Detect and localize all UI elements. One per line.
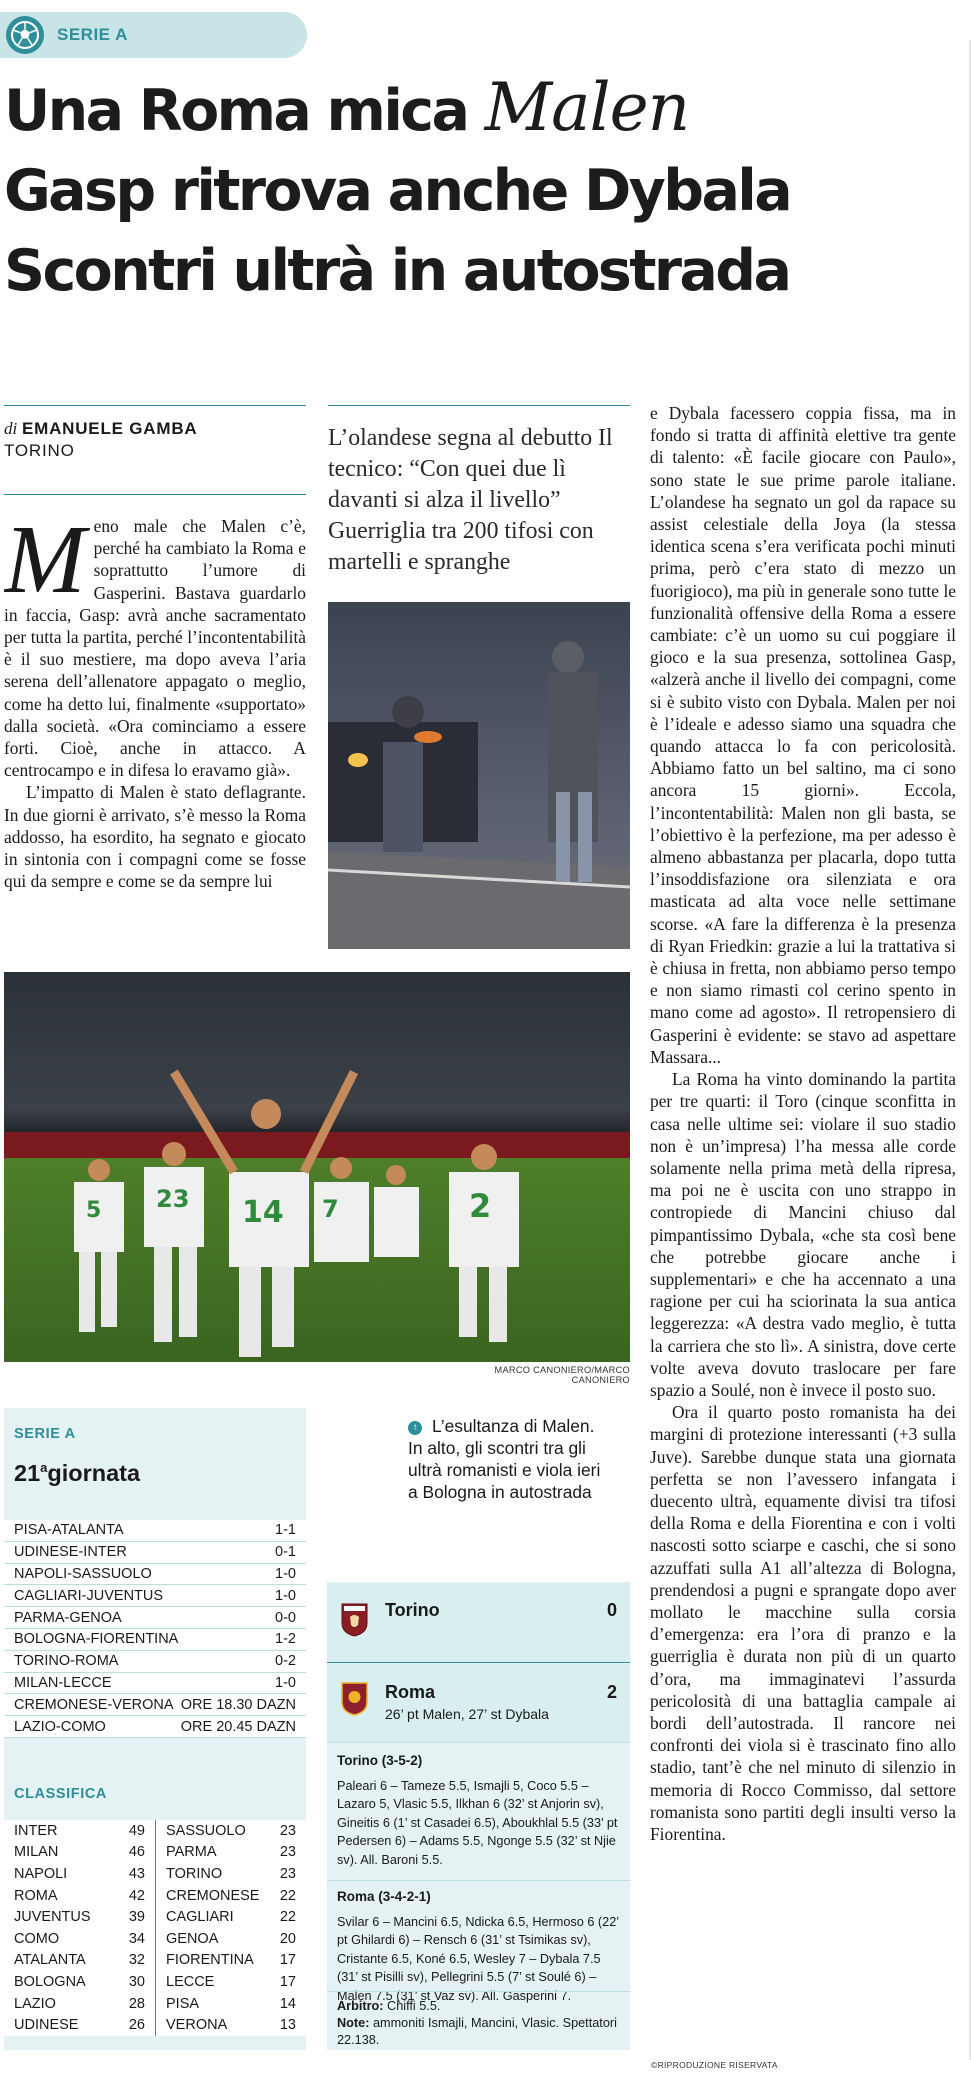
standing-team: ATALANTA bbox=[14, 1952, 86, 1969]
byline bbox=[4, 418, 198, 462]
svg-text:14: 14 bbox=[242, 1195, 284, 1230]
standing-points: 32 bbox=[128, 1952, 145, 1969]
article-paragraph: eno male che Malen c’è, perché ha cambiato la Roma e soprattutto l’umore di Gasperini. Bastava guardarlo in faccia, Gasp: avrà anche sacramentato per tutta la partita, perché l’incontentabilità è il suo mestiere, ma dopo aveva l’aria serena dell’allenatore appagato o meglio, come ha detto lui, finalmente «supportato» dalla società. «Ora cominciamo a essere forti. Cioè, anche in attacco. A centrocampo e in difesa lo eravamo già». bbox=[4, 516, 306, 781]
home-team-row bbox=[327, 1582, 630, 1662]
standing-row bbox=[156, 2014, 306, 2036]
classifica-column-right bbox=[155, 1820, 306, 2036]
standing-points: 42 bbox=[128, 1887, 145, 1904]
away-team-name: Roma bbox=[385, 1682, 436, 1702]
standing-team: COMO bbox=[14, 1930, 60, 1947]
standing-points: 49 bbox=[128, 1822, 145, 1839]
standing-points: 13 bbox=[279, 2017, 296, 2034]
headline-line-1-text: Una Roma mica bbox=[4, 78, 485, 144]
copyright: ©RIPRODUZIONE RISERVATA bbox=[651, 2060, 778, 2070]
article-paragraph: Ora il quarto posto romanista ha dei margini di protezione interessanti (+3 sulla Juve). Sarebbe dunque stata una giornata perfetta se non l’avessero infangata i duecento ultrà, equamente divisi tra tifosi della Roma e della Fiorentina e con i volti nascosti sotto sciarpe e caschi, che si sono azzuffati sulla A1 all’altezza di Bologna, prendendosi a pugni e sprangate dopo aver mollato le macchine sulla corsia d’emergenza: era l’ora di pranzo e la guerriglia è durata non più di un quarto d’ora, ma immaginatevi l’assurda pericolosità di una battaglia campale ai bordi dell’autostrada. Il rancore nei confronti dei viola si è trascinato fino allo stadio, tant’è che nel minuto di silenzio in memoria di Rocco Commisso, dal settore romanista sono partiti degli insulti verso la Fiorentina. bbox=[650, 1402, 956, 1844]
standing-row bbox=[156, 1906, 306, 1928]
standing-team: GENOA bbox=[166, 1930, 219, 1947]
standing-row bbox=[4, 1842, 155, 1864]
svg-text:2: 2 bbox=[469, 1187, 492, 1225]
result-match: NAPOLI-SASSUOLO bbox=[14, 1565, 152, 1582]
standing-points: 23 bbox=[279, 1844, 296, 1861]
standing-points: 23 bbox=[279, 1822, 296, 1839]
standing-team: LECCE bbox=[166, 1973, 215, 1990]
standing-points: 22 bbox=[279, 1887, 296, 1904]
standing-row bbox=[156, 1971, 306, 1993]
standing-team: NAPOLI bbox=[14, 1865, 68, 1882]
photo-players-celebrating bbox=[4, 972, 630, 1362]
headline-line-3: Scontri ultrà in autostrada bbox=[4, 238, 790, 304]
standing-team: UDINESE bbox=[14, 2017, 79, 2034]
result-score: 0-2 bbox=[275, 1653, 296, 1670]
result-match: CAGLIARI-JUVENTUS bbox=[14, 1587, 164, 1604]
standing-row bbox=[156, 1885, 306, 1907]
result-row bbox=[4, 1607, 306, 1629]
standing-team: ROMA bbox=[14, 1887, 58, 1904]
standing-row bbox=[4, 1993, 155, 2015]
section-label: SERIE A bbox=[57, 25, 128, 44]
result-match: MILAN-LECCE bbox=[14, 1674, 112, 1691]
away-lineup bbox=[337, 1888, 620, 2005]
standing-row bbox=[4, 1820, 155, 1842]
result-score: ORE 20.45 DAZN bbox=[180, 1718, 296, 1735]
result-match: PISA-ATALANTA bbox=[14, 1522, 124, 1539]
byline-prefix: di bbox=[4, 419, 18, 438]
classifica-column-left bbox=[4, 1820, 155, 2036]
result-row bbox=[4, 1716, 306, 1738]
result-score: 1-0 bbox=[275, 1565, 296, 1582]
byline-top-rule bbox=[4, 405, 306, 406]
result-match: UDINESE-INTER bbox=[14, 1544, 127, 1561]
standing-points: 17 bbox=[279, 1952, 296, 1969]
standing-row bbox=[4, 1928, 155, 1950]
referee: Chiffi 5.5. bbox=[387, 1999, 441, 2013]
standing-points: 39 bbox=[128, 1909, 145, 1926]
standing-row bbox=[156, 1820, 306, 1842]
standing-points: 34 bbox=[128, 1930, 145, 1947]
notes-divider bbox=[327, 1991, 630, 1992]
result-row bbox=[4, 1673, 306, 1695]
summary-top-rule bbox=[328, 405, 630, 406]
torino-crest-icon bbox=[341, 1603, 368, 1637]
photo-ultras-clash bbox=[328, 602, 630, 949]
standing-row bbox=[4, 1971, 155, 1993]
svg-text:5: 5 bbox=[86, 1198, 102, 1223]
standing-row bbox=[156, 1993, 306, 2015]
result-score: 1-0 bbox=[275, 1587, 296, 1604]
standing-team: VERONA bbox=[166, 2017, 228, 2034]
article-paragraph: e Dybala facessero coppia fissa, ma in fondo si tratta di affinità elettive tra gente di talento: «È facile giocare con Paulo», sono state le sue prime parole italiane. L’olandese ha segnato un gol da rapace su assist celestiale della Joya (la stessa identica scena s’era verificata pochi minuti prima, però c’era stato di mezzo un fuorigioco), ma più in generale sono tutte le funzionalità offensive della Roma a essere cambiate: c’è un uomo su cui poggiare il gioco e la sua presenza, sottolinea Gasp, «alzerà anche il livello dei compagni, come si è subito visto con Dybala. Malen per noi è l’ideale e adesso siamo una squadra che quando attacca lo fa con pericolosità. Abbiamo fatto un bel saltino, ma ci sono ancora 15 giorni». Eccola, l’incontentabilità: Malen non gli basta, se l’obiettivo è la perfezione, ma per adesso è almeno abbastanza per placarla, dopo tutta l’insoddisfazione ora silenziata e ora masticata ad alta voce nelle settimane scorse. «A fare la differenza è la presenza di Ryan Friedkin: grazie a lui la trattativa si è chiusa in fretta, non abbiamo perso tempo e non siamo rimasti col cerino spento in mano come ad agosto». Il retropensiero di Gasperini è evidente: se stavo ad aspettare Massara... bbox=[650, 403, 956, 1067]
result-row bbox=[4, 1520, 306, 1542]
result-score: 0-0 bbox=[275, 1609, 296, 1626]
standing-team: MILAN bbox=[14, 1844, 59, 1861]
standing-team: INTER bbox=[14, 1822, 58, 1839]
standing-row bbox=[4, 1863, 155, 1885]
byline-author: EMANUELE GAMBA bbox=[21, 419, 198, 438]
home-lineup bbox=[337, 1752, 620, 1869]
standing-points: 28 bbox=[128, 1995, 145, 2012]
article-paragraph: La Roma ha vinto dominando la partita per tre quarti: il Toro (cinque sconfitta in casa nelle ultime sei: violare il suo stadio non è un’impresa) l’ha messa alle corde solamente nella prima metà della ripresa, ma poi ne è uscita con uno strappo in contropiede di Mancini chiuso dal pimpantissimo Dybala, «che sta così bene che potrebbe giocare anche i supplementari» e che ha accennato a una ragione per cui ha sciorinata la sua antica leggerezza: «A destra vado meglio, è tutta la carriera che sto lì». A sinistra, dove certe volte aveva dovuto traslocare per fare spazio a Soulé, non è invece il posto suo. bbox=[650, 1069, 956, 1400]
standing-points: 20 bbox=[279, 1930, 296, 1947]
standings-box bbox=[4, 1408, 306, 2050]
result-match: CREMONESE-VERONA bbox=[14, 1696, 174, 1713]
results-list bbox=[4, 1520, 306, 1738]
arrow-up-icon: ↑ bbox=[408, 1421, 422, 1435]
round-number: 21 bbox=[14, 1460, 41, 1486]
standing-team: CREMONESE bbox=[166, 1887, 260, 1904]
standing-row bbox=[156, 1928, 306, 1950]
referee-label: Arbitro: bbox=[337, 1999, 384, 2013]
standing-points: 26 bbox=[128, 2017, 145, 2034]
match-box bbox=[327, 1582, 630, 2050]
result-match: TORINO-ROMA bbox=[14, 1653, 119, 1670]
standing-points: 23 bbox=[279, 1865, 296, 1882]
byline-city: TORINO bbox=[4, 441, 75, 460]
standing-points: 43 bbox=[128, 1865, 145, 1882]
standing-team: SASSUOLO bbox=[166, 1822, 246, 1839]
home-team-name: Torino bbox=[385, 1600, 440, 1620]
away-lineup-text: Svilar 6 – Mancini 6.5, Ndicka 6.5, Hermoso 6 (22’ pt Ghilardi 6) – Rensch 6 (31’ st Tsimikas sv), Cristante 6.5, Koné 6.5, Wesley 7 – Dybala 7.5 (31’ st Pisilli sv), Pellegrini 5.5 (7’ st Soulé 6) – Malen 7.5 (31’ st Vaz sv). All. Gasperini 7. bbox=[337, 1914, 619, 2003]
article-column-1 bbox=[4, 515, 306, 955]
headline-line-1 bbox=[4, 68, 964, 151]
result-row bbox=[4, 1694, 306, 1716]
round-word: giornata bbox=[47, 1460, 141, 1486]
soccer-ball-icon bbox=[6, 16, 44, 54]
round-superscript: a bbox=[40, 1460, 48, 1476]
section-tag bbox=[0, 12, 307, 58]
result-row bbox=[4, 1564, 306, 1586]
headline-italic-word: Malen bbox=[484, 69, 690, 146]
result-score: 1-1 bbox=[275, 1522, 296, 1539]
standing-points: 30 bbox=[128, 1973, 145, 1990]
standing-row bbox=[4, 2014, 155, 2036]
standing-team: PISA bbox=[166, 1995, 200, 2012]
result-match: PARMA-GENOA bbox=[14, 1609, 122, 1626]
article-summary: L’olandese segna al debutto Il tecnico: “Con quei due lì davanti si alza il livello” Guerriglia tra 200 tifosi con martelli e spranghe bbox=[328, 425, 613, 575]
standing-row bbox=[4, 1906, 155, 1928]
result-score: 1-0 bbox=[275, 1674, 296, 1691]
result-row bbox=[4, 1585, 306, 1607]
standing-team: FIORENTINA bbox=[166, 1952, 254, 1969]
standing-row bbox=[4, 1885, 155, 1907]
standing-points: 22 bbox=[279, 1909, 296, 1926]
standing-row bbox=[4, 1950, 155, 1972]
away-team-row bbox=[327, 1664, 630, 1742]
notes-label: Note: bbox=[337, 2016, 370, 2030]
result-row bbox=[4, 1651, 306, 1673]
standing-points: 46 bbox=[128, 1844, 145, 1861]
headline-line-2: Gasp ritrova anche Dybala bbox=[4, 158, 791, 224]
match-notes bbox=[337, 1998, 620, 2049]
photo-caption bbox=[408, 1415, 608, 1503]
standing-team: BOLOGNA bbox=[14, 1973, 86, 1990]
standing-team: CAGLIARI bbox=[166, 1909, 234, 1926]
standing-row bbox=[156, 1842, 306, 1864]
result-row bbox=[4, 1542, 306, 1564]
byline-bottom-rule bbox=[4, 494, 306, 495]
article-paragraph: L’impatto di Malen è stato deflagrante. In due giorni è arrivato, s’è messo la Roma addosso, ha esordito, ha segnato e giocato in sintonia con i compagni come se fosse qui da sempre e come se da sempre lui bbox=[4, 782, 306, 892]
article-column-3 bbox=[650, 402, 956, 2047]
result-score: 1-2 bbox=[275, 1631, 296, 1648]
result-score: ORE 18.30 DAZN bbox=[180, 1696, 296, 1713]
standing-team: JUVENTUS bbox=[14, 1909, 91, 1926]
home-lineup-text: Paleari 6 – Tameze 5.5, Ismajli 5, Coco 5.5 – Lazaro 5, Vlasic 5.5, Ilkhan 6 (32’ st Anjorin sv), Gineitis 6 (1’ st Casadei 6.5), Aboukhlal 5.5 (33’ pt Pedersen 6) – Adams 5.5, Ngonge 5.5 (32’ st Njie sv). All. Baroni 5.5. bbox=[337, 1778, 618, 1867]
result-match: BOLOGNA-FIORENTINA bbox=[14, 1631, 179, 1648]
away-lineup-head: Roma (3-4-2-1) bbox=[337, 1889, 431, 1904]
roma-crest-icon bbox=[341, 1682, 368, 1716]
result-score: 0-1 bbox=[275, 1544, 296, 1561]
standing-team: PARMA bbox=[166, 1844, 217, 1861]
photo-credit: MARCO CANONIERO/MARCO CANONIERO bbox=[494, 1365, 630, 1385]
caption-text: L’esultanza di Malen. In alto, gli scontri tra gli ultrà romanisti e viola ieri a Bologna in autostrada bbox=[408, 1416, 601, 1502]
standing-points: 14 bbox=[279, 1995, 296, 2012]
result-row bbox=[4, 1629, 306, 1651]
lineup-divider bbox=[327, 1742, 630, 1743]
away-team-score: 2 bbox=[606, 1682, 617, 1702]
classifica-label: CLASSIFICA bbox=[14, 1786, 107, 1802]
away-scorers: 26’ pt Malen, 27’ st Dybala bbox=[385, 1706, 549, 1722]
svg-text:23: 23 bbox=[156, 1185, 190, 1213]
team-divider bbox=[327, 1662, 630, 1663]
classifica-table bbox=[4, 1820, 306, 2036]
standing-row bbox=[156, 1863, 306, 1885]
lineup-divider bbox=[327, 1880, 630, 1881]
home-team-score: 0 bbox=[606, 1600, 617, 1620]
notes-text: ammoniti Ismajli, Mancini, Vlasic. Spettatori 22.138. bbox=[337, 2016, 617, 2047]
round-title bbox=[14, 1460, 140, 1487]
standings-label: SERIE A bbox=[14, 1426, 76, 1442]
standing-row bbox=[156, 1950, 306, 1972]
home-lineup-head: Torino (3-5-2) bbox=[337, 1753, 423, 1768]
standing-points: 17 bbox=[279, 1973, 296, 1990]
drop-cap: M bbox=[4, 515, 86, 614]
standing-team: TORINO bbox=[166, 1865, 223, 1882]
standing-team: LAZIO bbox=[14, 1995, 56, 2012]
svg-text:7: 7 bbox=[322, 1195, 339, 1223]
result-match: LAZIO-COMO bbox=[14, 1718, 106, 1735]
headline bbox=[4, 68, 964, 311]
